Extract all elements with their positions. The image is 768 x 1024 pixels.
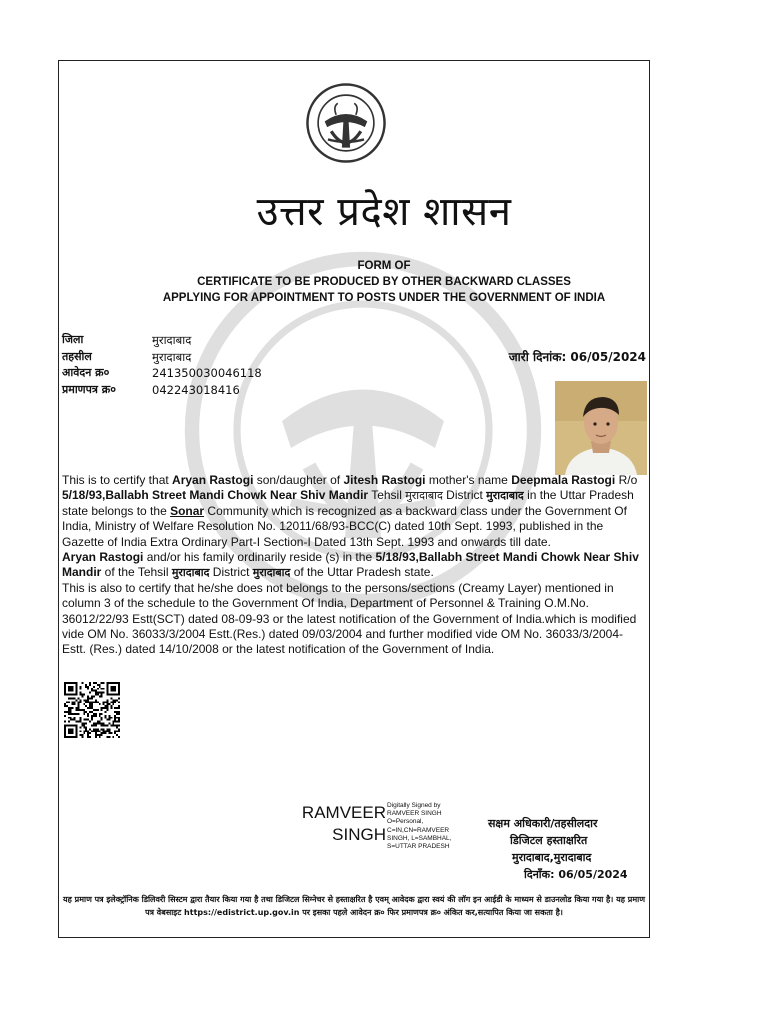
government-title: उत्तर प्रदेश शासन	[256, 189, 512, 235]
sig-detail-line: RAMVEER SINGH	[387, 810, 442, 818]
form-heading-line3: APPLYING FOR APPOINTMENT TO POSTS UNDER THE GOVERNMENT OF INDIA	[162, 292, 606, 304]
applicant-name: Aryan Rastogi	[172, 473, 254, 487]
signer-name-line2: SINGH	[332, 825, 386, 844]
district-label: जिला	[62, 333, 84, 346]
p1-c: mother's name	[425, 473, 512, 487]
tehsil-label: तहसील	[62, 349, 92, 363]
application-label: आवेदन क्र०	[62, 366, 110, 379]
form-heading-line2: CERTIFICATE TO BE PRODUCED BY OTHER BACKWARD CLASSES	[197, 276, 571, 288]
signer-name	[298, 802, 386, 846]
form-heading	[0, 258, 768, 306]
paragraph-certify	[62, 473, 646, 550]
application-number: 241350030046118	[152, 366, 262, 380]
body-tehsil: मुरादाबाद	[405, 489, 443, 503]
community-name: Sonar	[170, 503, 205, 518]
footer-note: यह प्रमाण पत्र इलेक्ट्रॉनिक डिलिवरी सिस्टम द्वारा तैयार किया गया है तथा डिजिटल सिग्नेचर से हस्ताक्षरित है एवम् आवेदक द्वारा स्वयं की लॉग इन आईडी के माध्यम से डाउनलोड किया गया है। यह प्रमाण पत्र वेबसाइट https://edistrict.up.gov.in पर इसका पहले आवेदन क्र० फिर प्रमाणपत्र क्र० अंकित कर,सत्यापित किया जा सकता है।	[62, 895, 645, 917]
p1-g: in the Uttar Pradesh state belongs to the	[62, 488, 634, 518]
issue-date: जारी दिनांक: 06/05/2024	[508, 350, 646, 364]
sig-detail-line: S=UTTAR PRADESH	[387, 843, 450, 851]
paragraph-creamy-layer: This is also to certify that he/she does not belongs to the persons/sections (Creamy Layer) mentioned in column 3 of the schedule to the Government Of India, Department of Personnel & Training O.M.No. 36012/22/93 Estt(SCT) dated 08-09-93 or the latest notification of the Government of India.which is modified vide OM No. 36033/3/2004 Estt.(Res.) dated 09/03/2004 and further modified vide OM No. 36033/3/2004-Estt. (Res.) dated 14/10/2008 or the latest notification of the Government of India.	[62, 580, 637, 657]
district-row	[62, 332, 262, 349]
certificate-number: 042243018416	[152, 382, 240, 397]
p1-h: Community which is recognized as a backward class under the Government Of India, Ministry of Welfare Resolution No. 12011/68/93-BCC(C) dated 10th Sept. 1993, published in the Gazette of India Extra Ordinary Part-I Section-I Dated 13th Sept. 1993 and onwards till date.	[62, 503, 627, 549]
officer-location: मुरादाबाद,मुरादाबाद	[512, 851, 592, 864]
tehsil-value: मुरादाबाद	[152, 349, 192, 364]
qr-code	[64, 682, 120, 738]
p1-f: District	[442, 488, 487, 503]
sig-detail-line: Digitally Signed by	[387, 802, 441, 809]
residence-address: 5/18/93,Ballabh Street Mandi Chowk Near Shiv Mandir	[62, 488, 369, 503]
p1-a: This is to certify that	[62, 473, 173, 487]
certificate-row	[62, 382, 262, 399]
applicant-photo	[555, 381, 647, 475]
p2-b: of the Tehsil	[101, 565, 172, 580]
state-emblem-seal	[305, 82, 387, 164]
residence-tehsil: मुरादाबाद	[171, 566, 210, 580]
residence-applicant-name: Aryan Rastogi	[62, 550, 144, 565]
p2-c: District	[209, 565, 253, 580]
residence-district: मुरादाबाद	[252, 566, 291, 580]
residence-address-2: 5/18/93,Ballabh Street Mandi Chowk Near Shiv Mandir	[62, 550, 639, 580]
certificate-meta	[62, 332, 262, 398]
officer-designation: सक्षम अधिकारी/तहसीलदार	[488, 817, 598, 830]
p2-d: of the Uttar Pradesh state.	[290, 565, 434, 580]
officer-date: दिनाँक: 06/05/2024	[524, 868, 628, 881]
father-name: Jitesh Rastogi	[343, 473, 426, 487]
officer-digitally-signed: डिजिटल हस्ताक्षरित	[510, 834, 588, 847]
district-value: मुरादाबाद	[152, 333, 192, 347]
p1-b: son/daughter of	[253, 473, 344, 487]
body-district: मुरादाबाद	[486, 489, 524, 503]
p1-e: Tehsil	[368, 488, 406, 503]
sig-detail-line: C=IN,CN=RAMVEER	[387, 826, 450, 834]
issuing-officer-block	[488, 815, 628, 883]
digital-signature-details	[387, 802, 467, 851]
application-row	[62, 365, 262, 382]
p2-a: and/or his family ordinarily reside (s) in the	[143, 550, 376, 565]
certificate-body	[62, 473, 646, 658]
sig-detail-line: O=Personal,	[387, 818, 424, 826]
certificate-label: प्रमाणपत्र क्र०	[62, 382, 116, 396]
tehsil-row	[62, 349, 262, 366]
p1-d: R/o	[615, 473, 638, 487]
mother-name: Deepmala Rastogi	[511, 473, 616, 487]
form-heading-line1: FORM OF	[357, 260, 411, 272]
sig-detail-line: SINGH, L=SAMBHAL,	[387, 834, 452, 842]
paragraph-residence	[62, 550, 646, 581]
signer-name-line1: RAMVEER	[301, 803, 386, 822]
